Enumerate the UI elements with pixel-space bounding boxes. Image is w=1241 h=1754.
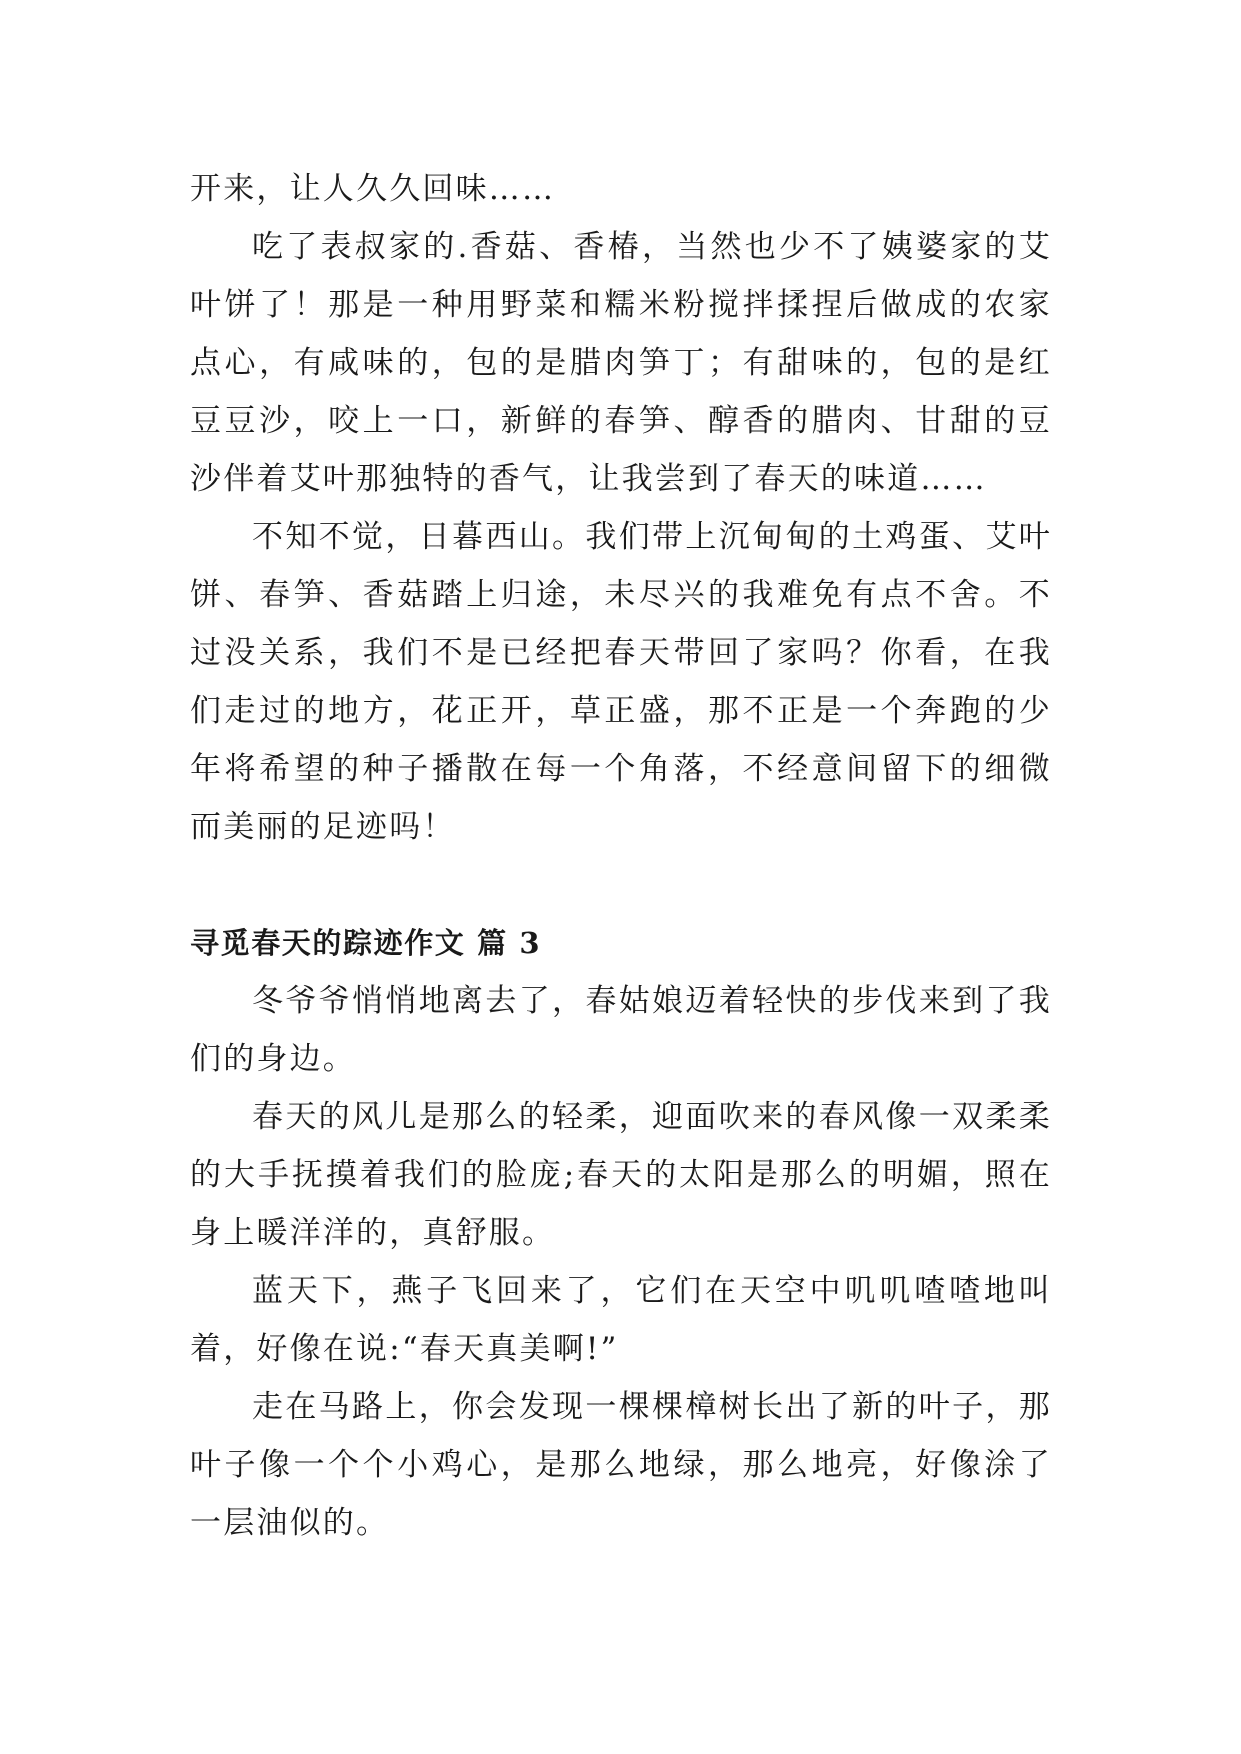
- paragraph: 冬爷爷悄悄地离去了，春姑娘迈着轻快的步伐来到了我们的身边。: [190, 983, 1052, 1077]
- section-spacer: [190, 856, 1052, 914]
- paragraph: 蓝天下，燕子飞回来了，它们在天空中叽叽喳喳地叫着，好像在说:“春天真美啊!”: [190, 1273, 1052, 1367]
- document-body: [190, 160, 1052, 1552]
- paragraph: 春天的风儿是那么的轻柔，迎面吹来的春风像一双柔柔的大手抚摸着我们的脸庞;春天的太阳是那么的明媚，照在身上暖洋洋的，真舒服。: [190, 1099, 1052, 1251]
- paragraph: 不知不觉，日暮西山。我们带上沉甸甸的土鸡蛋、艾叶饼、春笋、香菇踏上归途，未尽兴的我难免有点不舍。不过没关系，我们不是已经把春天带回了家吗？你看，在我们走过的地方，花正开，草正盛，那不正是一个奔跑的少年将希望的种子播散在每一个角落，不经意间留下的细微而美丽的足迹吗！: [190, 519, 1052, 845]
- section-title: 寻觅春天的踪迹作文 篇 3: [190, 926, 542, 960]
- paragraph: 走在马路上，你会发现一棵棵樟树长出了新的叶子，那叶子像一个个小鸡心，是那么地绿，那么地亮，好像涂了一层油似的。: [190, 1389, 1052, 1541]
- paragraph-continuation: 开来，让人久久回味……: [190, 171, 556, 207]
- paragraph: 吃了表叔家的.香菇、香椿，当然也少不了姨婆家的艾叶饼了！那是一种用野菜和糯米粉搅拌揉捏后做成的农家点心，有咸味的，包的是腊肉笋丁；有甜味的，包的是红豆豆沙，咬上一口，新鲜的春笋、醇香的腊肉、甘甜的豆沙伴着艾叶那独特的香气，让我尝到了春天的味道……: [190, 229, 1052, 497]
